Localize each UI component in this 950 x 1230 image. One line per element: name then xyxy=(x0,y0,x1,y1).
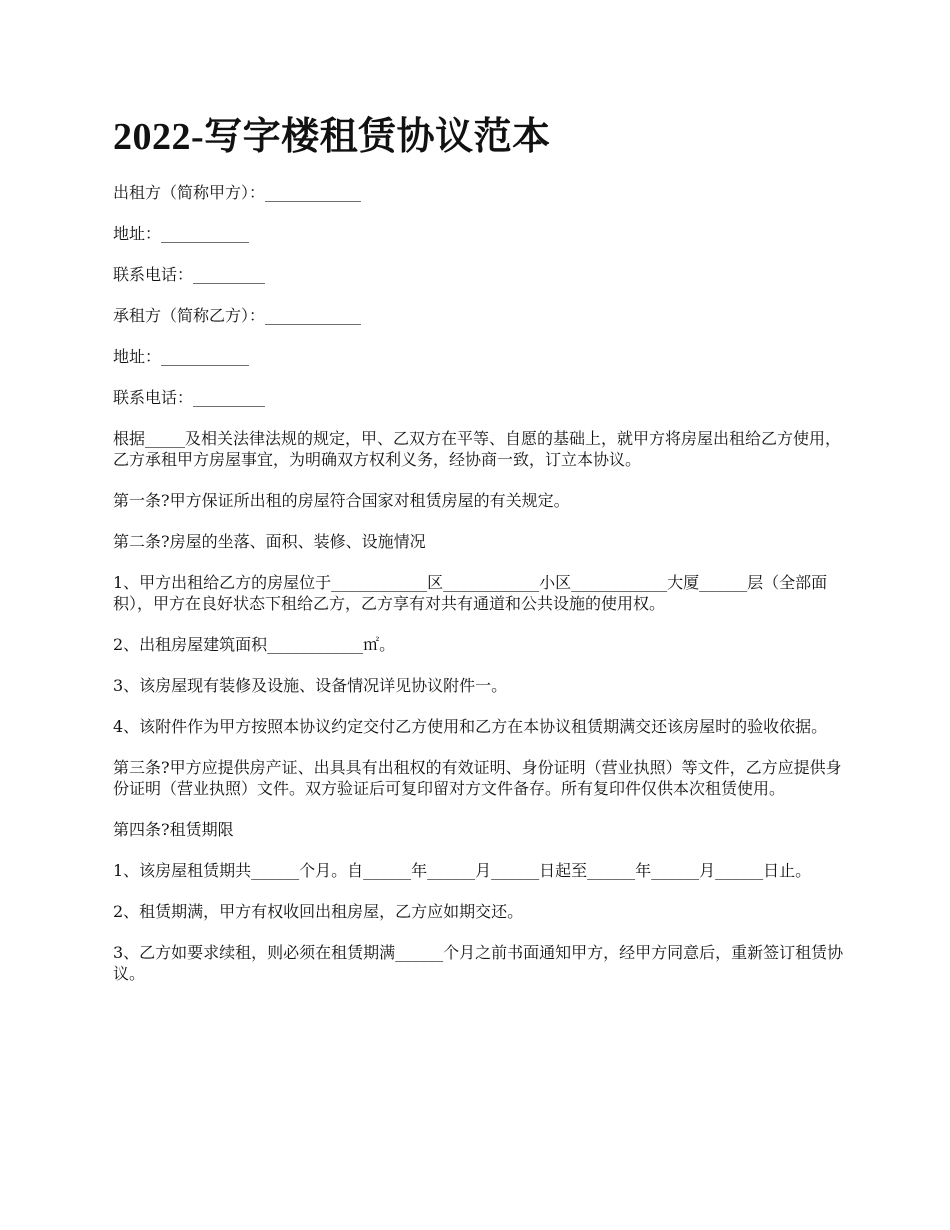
lessor-address-line: 地址：___________ xyxy=(113,224,250,243)
preamble-paragraph: 根据_____及相关法律法规的规定，甲、乙双方在平等、自愿的基础上，就甲方将房屋出租给乙方使用，乙方承租甲方房屋事宜，为明确双方权利义务，经协商一致，订立本协议。 xyxy=(113,429,842,469)
article-2-item-4: 4、该附件作为甲方按照本协议约定交付乙方使用和乙方在本协议租赁期满交还该房屋时的验收依据。 xyxy=(113,717,828,736)
article-1: 第一条?甲方保证所出租的房屋符合国家对租赁房屋的有关规定。 xyxy=(113,491,570,510)
article-4-heading: 第四条?租赁期限 xyxy=(113,820,234,839)
lessee-line: 承租方（简称乙方）：____________ xyxy=(113,306,362,325)
article-4-item-3: 3、乙方如要求续租，则必须在租赁期满______个月之前书面通知甲方，经甲方同意后，重新签订租赁协议。 xyxy=(113,943,844,983)
article-4-item-2: 2、租赁期满，甲方有权收回出租房屋，乙方应如期交还。 xyxy=(113,902,524,921)
lessee-address-line: 地址：___________ xyxy=(113,347,250,366)
document-title: 2022-写字楼租赁协议范本 xyxy=(113,116,551,158)
article-2-item-3: 3、该房屋现有装修及设施、设备情况详见协议附件一。 xyxy=(113,676,508,695)
article-2-item-1: 1、甲方出租给乙方的房屋位于____________区____________小区____________大厦______层（全部面积），甲方在良好状态下租给乙方，乙方享有对共有通道和公共设施的使用权。 xyxy=(113,573,828,613)
lessee-phone-line: 联系电话：_________ xyxy=(113,388,266,407)
article-4-item-1: 1、该房屋租赁期共______个月。自______年______月______日起至______年______月______日止。 xyxy=(113,861,812,880)
article-2-heading: 第二条?房屋的坐落、面积、装修、设施情况 xyxy=(113,532,426,551)
document-page xyxy=(113,113,853,1004)
article-3: 第三条?甲方应提供房产证、出具具有出租权的有效证明、身份证明（营业执照）等文件，乙方应提供身份证明（营业执照）文件。双方验证后可复印留对方文件备存。所有复印件仅供本次租赁使用。 xyxy=(113,758,842,798)
article-2-item-2: 2、出租房屋建筑面积____________㎡。 xyxy=(113,635,396,654)
lessor-phone-line: 联系电话：_________ xyxy=(113,265,266,284)
lessor-line: 出租方（简称甲方）：____________ xyxy=(113,183,362,202)
